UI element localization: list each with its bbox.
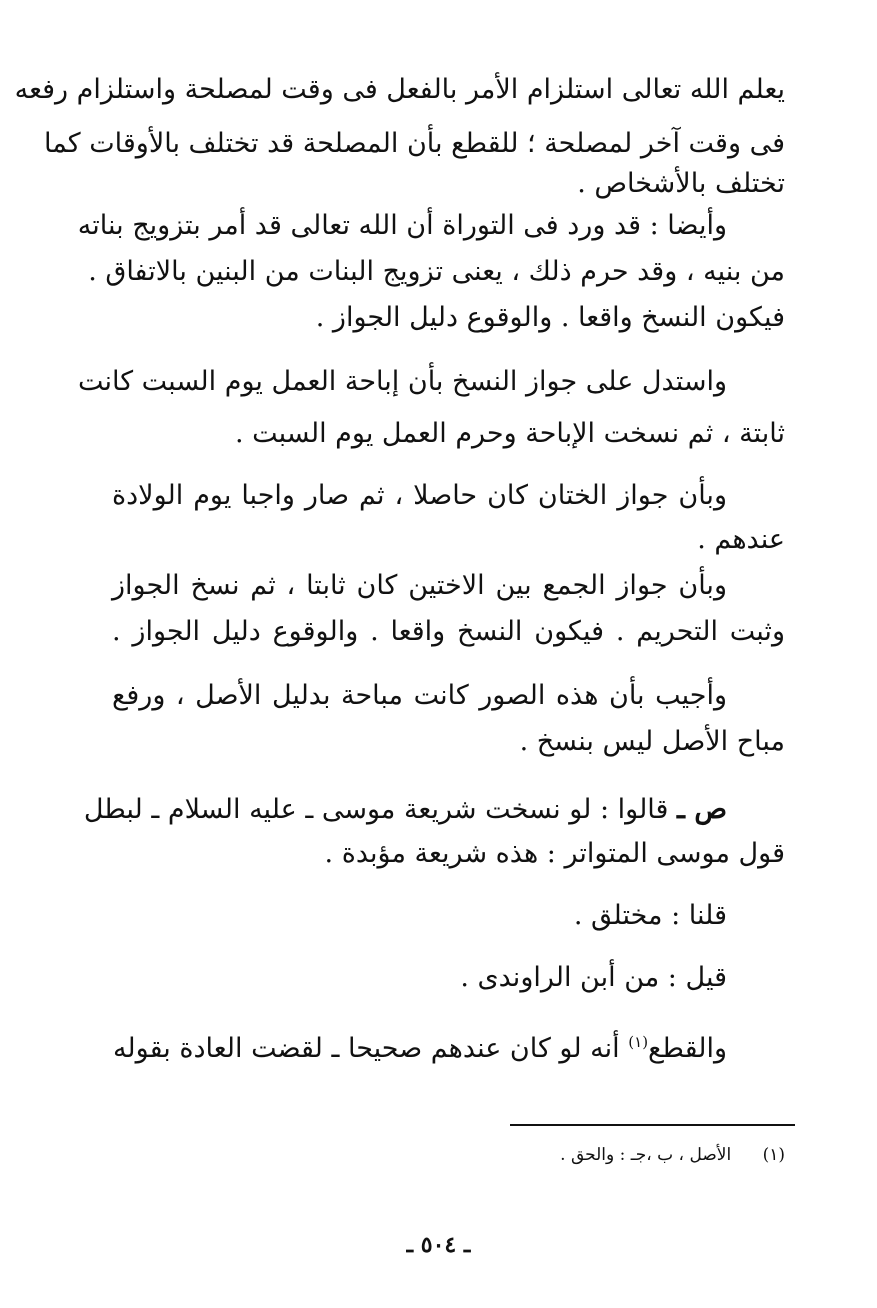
- footnote: [560, 1142, 785, 1168]
- text-line: وثبت التحريم . فيكون النسخ واقعا . والوقوع دليل الجواز .: [112, 616, 785, 647]
- footnote-separator: [510, 1124, 795, 1126]
- footnote-text: الأصل ، ب ،جـ : والحق .: [560, 1145, 732, 1165]
- text-line: وبأن جواز الجمع بين الاختين كان ثابتا ، ثم نسخ الجواز: [112, 570, 727, 601]
- text-line: واستدل على جواز النسخ بأن إباحة العمل يوم السبت كانت: [77, 366, 727, 397]
- text-segment: والقطع: [648, 1033, 727, 1064]
- section-marker: ص ـ: [677, 794, 727, 825]
- text-line: قيل : من أبن الراوندى .: [460, 962, 727, 993]
- text-line: تختلف بالأشخاص .: [577, 168, 785, 199]
- footnote-reference: (١): [628, 1033, 649, 1051]
- text-line: وبأن جواز الختان كان حاصلا ، ثم صار واجبا يوم الولادة: [112, 480, 727, 511]
- text-line: يعلم الله تعالى استلزام الأمر بالفعل فى وقت لمصلحة واستلزام رفعه: [14, 74, 785, 105]
- text-line: مباح الأصل ليس بنسخ .: [519, 726, 785, 757]
- text-line: فى وقت آخر لمصلحة ؛ للقطع بأن المصلحة قد تختلف بالأوقات كما: [43, 128, 785, 159]
- text-line: عندهم .: [697, 524, 785, 555]
- text-line: قلنا : مختلق .: [573, 900, 727, 931]
- text-line: فيكون النسخ واقعا . والوقوع دليل الجواز .: [315, 302, 785, 333]
- footnote-number: (١): [762, 1145, 785, 1165]
- text-segment: أنه لو كان عندهم صحيحا ـ لقضت العادة بقوله: [112, 1033, 620, 1064]
- text-line: قول موسى المتواتر : هذه شريعة مؤبدة .: [324, 838, 785, 869]
- text-line: من بنيه ، وقد حرم ذلك ، يعنى تزويج البنات من البنين بالاتفاق .: [88, 256, 785, 287]
- text-segment: قالوا : لو نسخت شريعة موسى ـ عليه السلام ـ لبطل: [83, 794, 669, 825]
- text-line: وأجيب بأن هذه الصور كانت مباحة بدليل الأصل ، ورفع: [112, 680, 727, 711]
- text-line-with-marker: [83, 790, 727, 830]
- text-line: ثابتة ، ثم نسخت الإباحة وحرم العمل يوم السبت .: [234, 418, 785, 449]
- text-line: وأيضا : قد ورد فى التوراة أن الله تعالى قد أمر بتزويج بناته: [77, 210, 727, 241]
- page-number: ـ ٥٠٤ ـ: [406, 1232, 471, 1258]
- text-line-with-footnote: [112, 1022, 727, 1062]
